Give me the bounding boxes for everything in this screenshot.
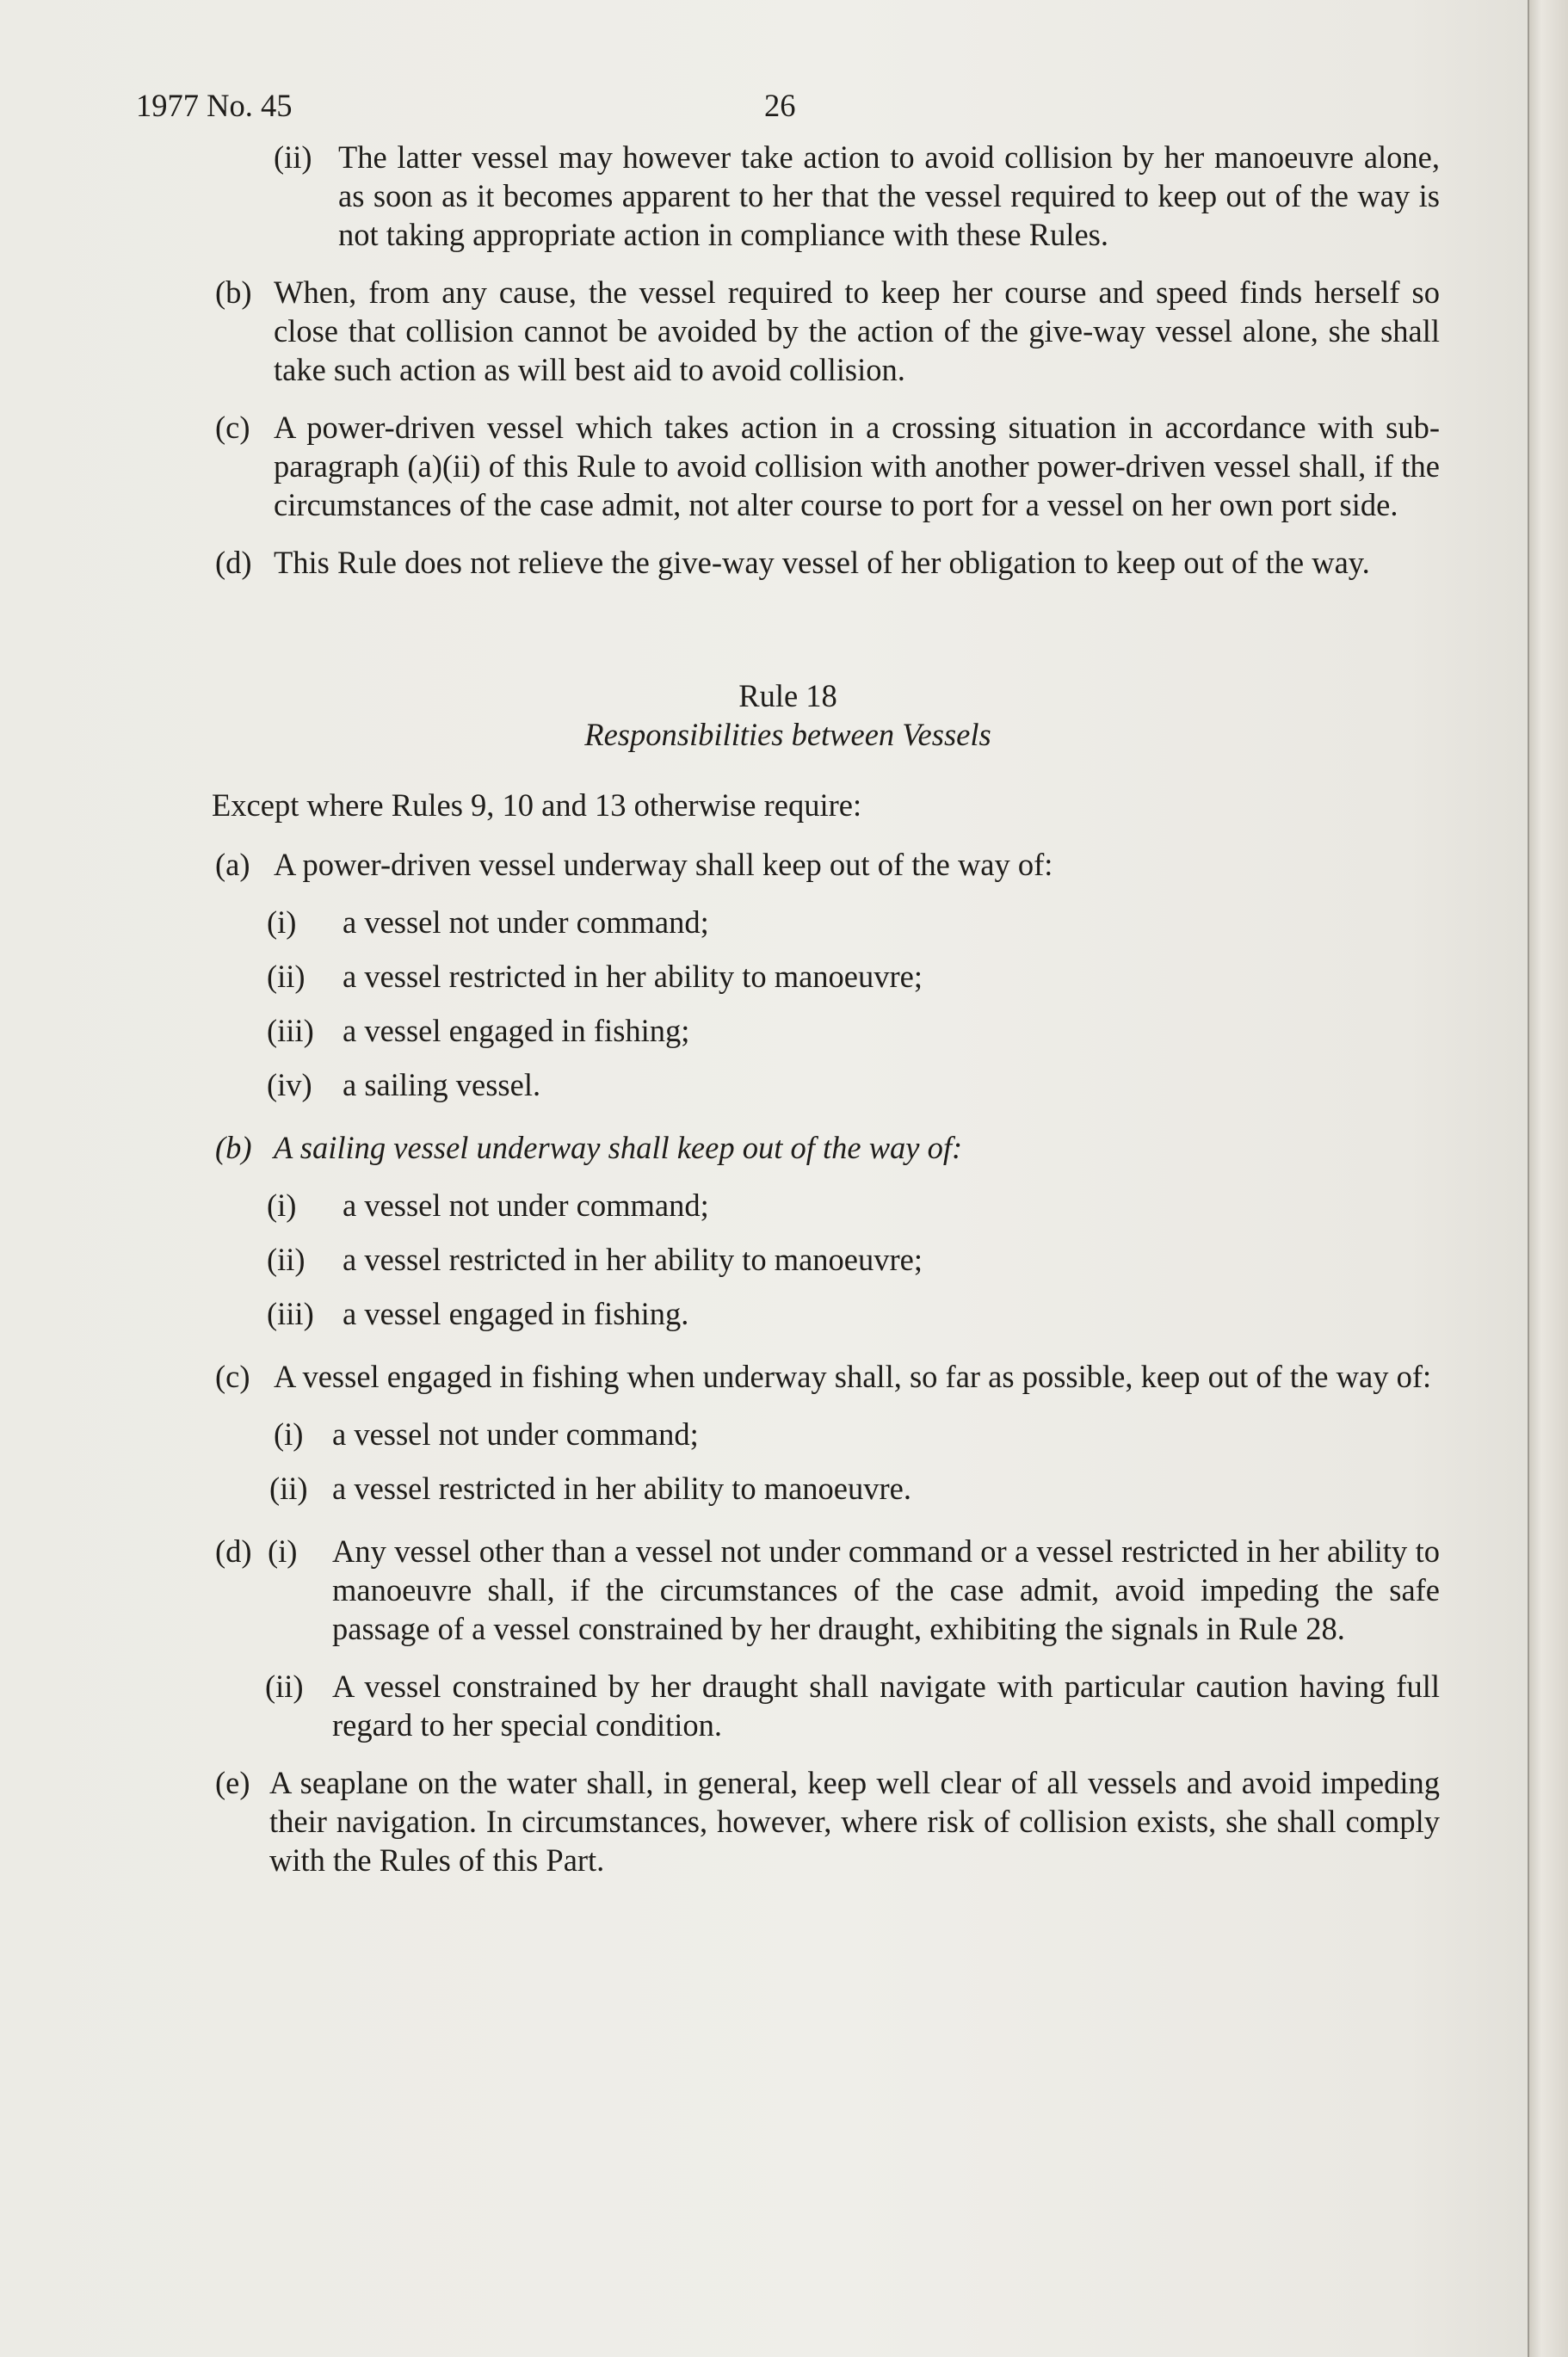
item-label: (iii) (267, 1295, 314, 1331)
rule18-para-d-ii (136, 1667, 1440, 1744)
item-text: a vessel restricted in her ability to manoeuvre. (332, 1470, 911, 1506)
sub-label: (i) (268, 1533, 298, 1569)
para-text: A vessel constrained by her draught shall navigate with particular caution having full regard to her special condition. (332, 1668, 1440, 1743)
list-item (136, 1469, 1440, 1508)
para-text: A power-driven vessel which takes action in a crossing situation in accordance with sub-paragraph (a)(ii) of this Rule to avoid collision with another power-driven vessel shall, if the circumstances of the case admit, not alter course to port for a vessel on her own port side. (274, 410, 1440, 522)
para-c (136, 408, 1440, 524)
item-label: (iii) (267, 1012, 314, 1048)
rule-subtitle: Responsibilities between Vessels (584, 717, 991, 752)
sub-label: (ii) (265, 1668, 304, 1704)
item-label: (ii) (267, 1241, 306, 1277)
para-text: A seaplane on the water shall, in general, keep well clear of all vessels and avoid impeding their navigation. In circumstances, however, where risk of collision exists, she shall comply with the Rules of this Part. (269, 1764, 1440, 1878)
list-item (136, 1065, 1440, 1104)
para-label: (d) (215, 1533, 252, 1569)
para-d (136, 543, 1440, 582)
para-text: This Rule does not relieve the give-way vessel of her obligation to keep out of the way. (274, 545, 1370, 580)
item-label: (iv) (267, 1066, 312, 1102)
item-label: (i) (267, 904, 297, 940)
para-text: A sailing vessel underway shall keep out of the way of: (274, 1129, 963, 1165)
list-item (136, 1186, 1440, 1225)
list-item (136, 957, 1440, 996)
item-text: a vessel engaged in fishing; (343, 1012, 690, 1048)
item-text: a sailing vessel. (343, 1066, 541, 1102)
item-text: a vessel restricted in her ability to manoeuvre; (343, 958, 923, 994)
para-text: When, from any cause, the vessel required to keep her course and speed finds herself so close that collision cannot be avoided by the action of the give-way vessel alone, she shall take such action as will best aid to avoid collision. (274, 275, 1440, 387)
page-number: 26 (764, 88, 796, 123)
list-item (136, 1240, 1440, 1279)
item-text: a vessel not under command; (332, 1416, 699, 1452)
para-label: (e) (215, 1764, 250, 1800)
para-label: (b) (215, 275, 252, 310)
list-item (136, 1011, 1440, 1050)
para-a-ii (136, 138, 1440, 254)
page-content (136, 86, 1440, 1898)
list-item (136, 903, 1440, 941)
para-text: A power-driven vessel underway shall keep out of the way of: (274, 846, 1053, 882)
para-b (136, 273, 1440, 389)
para-label: (b) (215, 1129, 252, 1165)
item-label: (i) (267, 1187, 297, 1223)
para-label: (c) (215, 1358, 250, 1394)
para-text: A vessel engaged in fishing when underway shall, so far as possible, keep out of the way of: (274, 1358, 1432, 1394)
para-label: (c) (215, 410, 250, 445)
rule18-para-d-i (136, 1532, 1440, 1648)
item-text: a vessel not under command; (343, 904, 709, 940)
item-text: a vessel restricted in her ability to manoeuvre; (343, 1241, 923, 1277)
book-spine-edge (1528, 0, 1568, 2357)
item-label: (ii) (269, 1470, 308, 1506)
para-label: (d) (215, 545, 252, 580)
item-text: a vessel not under command; (343, 1187, 709, 1223)
para-label: (a) (215, 846, 250, 882)
item-label: (i) (274, 1416, 304, 1452)
rule18-para-b (136, 1128, 1440, 1167)
item-text: a vessel engaged in fishing. (343, 1295, 689, 1331)
para-text: Any vessel other than a vessel not under command or a vessel restricted in her ability to manoeuvre shall, if the circumstances of the case admit, avoid impeding the safe passage of a vessel constrained by her draught, exhibiting the signals in Rule 28. (332, 1533, 1440, 1646)
para-text: The latter vessel may however take action to avoid collision by her manoeuvre alone, as soon as it becomes apparent to her that the vessel required to keep out of the way is not taking appropriate action in compliance with these Rules. (338, 139, 1440, 252)
rule18-para-e (136, 1763, 1440, 1879)
rule18-para-a (136, 845, 1440, 884)
rule-title: Rule 18 (738, 678, 837, 713)
item-label: (ii) (267, 958, 306, 994)
rule18-para-c (136, 1357, 1440, 1396)
list-item (136, 1415, 1440, 1453)
year-number: 1977 No. 45 (136, 88, 293, 123)
page-header (136, 86, 1440, 138)
para-label: (ii) (274, 139, 312, 175)
list-item (136, 1294, 1440, 1333)
rule-intro: Except where Rules 9, 10 and 13 otherwise require: (212, 787, 862, 823)
